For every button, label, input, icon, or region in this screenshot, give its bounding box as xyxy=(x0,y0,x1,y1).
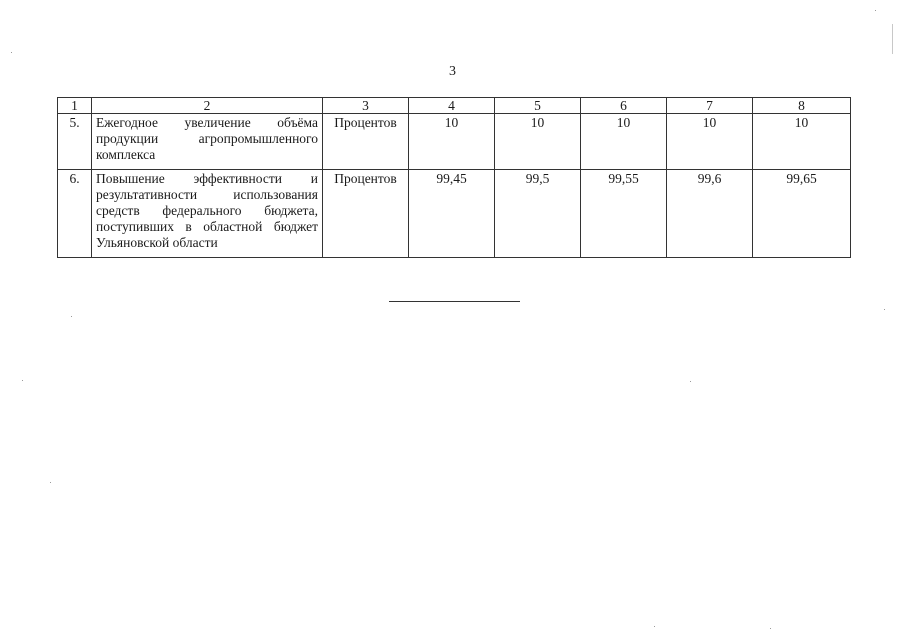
indicator-name: Повышение эффективности и результативности использования средств федерального бюджета, поступивших в областной бюджет Ульяновской области xyxy=(92,170,323,258)
value-cell: 10 xyxy=(753,114,851,170)
column-header: 5 xyxy=(495,98,581,114)
scan-speck xyxy=(11,52,12,53)
page-number: 3 xyxy=(449,64,456,79)
value-cell: 10 xyxy=(495,114,581,170)
value-cell: 10 xyxy=(667,114,753,170)
scan-speck xyxy=(654,626,655,627)
row-number: 6. xyxy=(58,170,92,258)
closing-rule xyxy=(389,301,520,302)
column-header: 1 xyxy=(58,98,92,114)
scan-speck xyxy=(770,628,771,629)
indicator-name: Ежегодное увеличение объёма продукции агропромышленного комплекса xyxy=(92,114,323,170)
column-header: 8 xyxy=(753,98,851,114)
scan-speck xyxy=(884,309,885,310)
header-row xyxy=(58,98,851,114)
value-cell: 99,5 xyxy=(495,170,581,258)
scan-speck xyxy=(690,381,691,382)
unit-cell: Процентов xyxy=(323,170,409,258)
value-cell: 10 xyxy=(581,114,667,170)
column-header: 6 xyxy=(581,98,667,114)
value-cell: 99,45 xyxy=(409,170,495,258)
value-cell: 10 xyxy=(409,114,495,170)
scan-speck xyxy=(875,10,876,11)
column-header: 3 xyxy=(323,98,409,114)
value-cell: 99,65 xyxy=(753,170,851,258)
unit-cell: Процентов xyxy=(323,114,409,170)
value-cell: 99,6 xyxy=(667,170,753,258)
column-header: 4 xyxy=(409,98,495,114)
scan-speck xyxy=(50,482,51,483)
table-row xyxy=(58,114,851,170)
column-header: 2 xyxy=(92,98,323,114)
row-number: 5. xyxy=(58,114,92,170)
value-cell: 99,55 xyxy=(581,170,667,258)
column-header: 7 xyxy=(667,98,753,114)
scan-speck xyxy=(22,380,23,381)
indicators-table xyxy=(57,97,851,258)
table-row xyxy=(58,170,851,258)
scan-speck xyxy=(71,316,72,317)
scan-edge-mark xyxy=(892,24,893,54)
